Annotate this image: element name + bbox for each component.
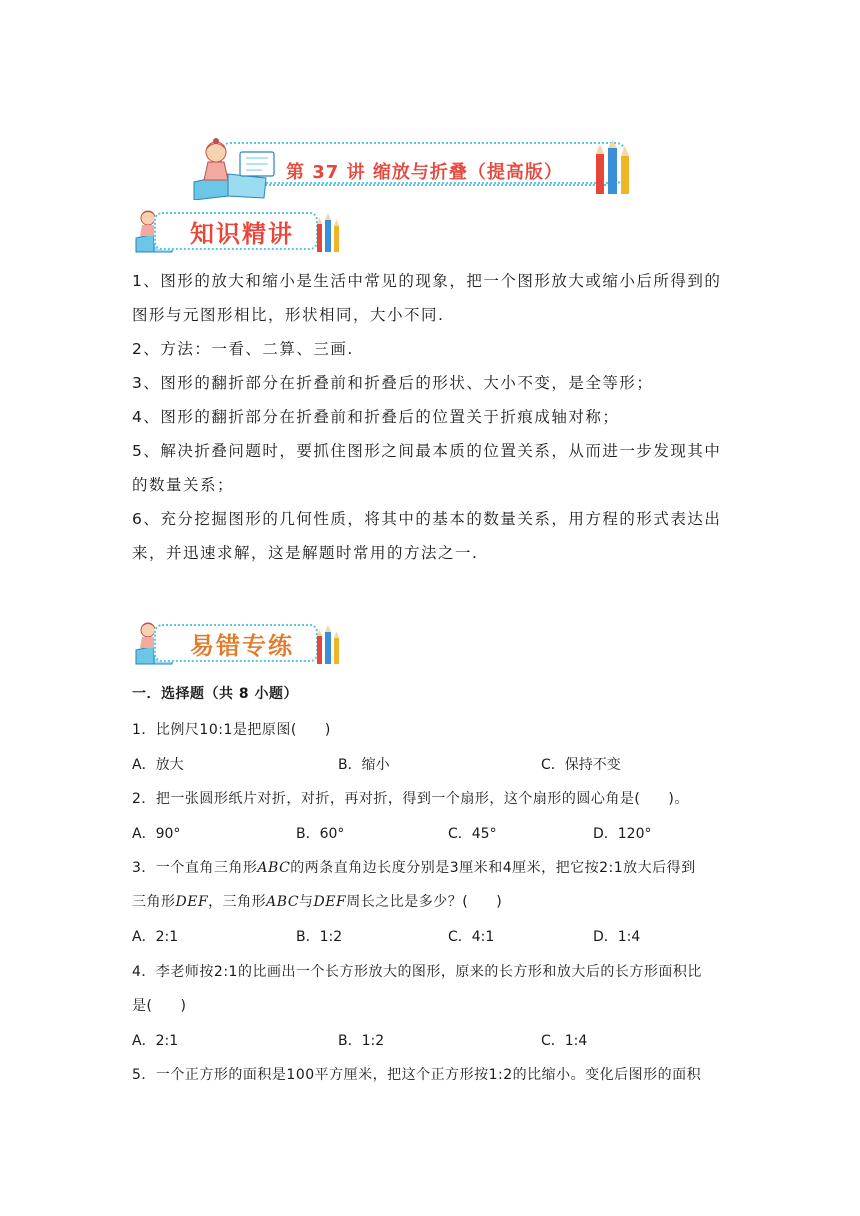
knowledge-point-5: 5、解决折叠问题时，要抓住图形之间最本质的位置关系，从而进一步发现其中的数量关系； bbox=[132, 442, 722, 494]
choice-section-heading: 一．选择题（共 8 小题） bbox=[132, 686, 298, 702]
question-4-line-1: 4．李老师按2:1的比画出一个长方形放大的图形，原来的长方形和放大后的长方形面积比 bbox=[132, 964, 702, 980]
question-stem: 1．比例尺10:1是把原图( bbox=[132, 722, 297, 738]
question-text: ，三角形 bbox=[208, 894, 267, 910]
question-variable: DEF bbox=[175, 894, 209, 910]
q4-option-c[interactable]: C．1:4 bbox=[541, 1033, 588, 1049]
pencils-icon bbox=[314, 624, 342, 666]
question-5-line-1: 5．一个正方形的面积是100平方厘米，把这个正方形按1:2的比缩小。变化后图形的面积 bbox=[132, 1067, 702, 1083]
title-banner bbox=[186, 136, 634, 200]
section-title: 易错专练 bbox=[190, 631, 294, 660]
knowledge-point-6: 6、充分挖掘图形的几何性质，将其中的基本的数量关系，用方程的形式表达出来，并迅速求解，这是解题时常用的方法之一. bbox=[132, 510, 722, 562]
question-text: 3．一个直角三角形 bbox=[132, 860, 258, 876]
question-stem-end: ) bbox=[496, 894, 503, 910]
knowledge-point-4: 4、图形的翻折部分在折叠前和折叠后的位置关于折痕成轴对称； bbox=[132, 408, 620, 426]
title-banner-underline bbox=[226, 184, 606, 186]
knowledge-point-1: 1、图形的放大和缩小是生活中常见的现象，把一个图形放大或缩小后所得到的图形与元图形相比，形状相同，大小不同. bbox=[132, 272, 722, 324]
question-variable: ABC bbox=[257, 860, 291, 876]
girl-reading-book-icon bbox=[188, 138, 280, 200]
question-variable: DEF bbox=[313, 894, 347, 910]
q1-option-b[interactable]: B．缩小 bbox=[338, 757, 390, 773]
q3-option-c[interactable]: C．4:1 bbox=[448, 929, 495, 945]
pencils-icon bbox=[590, 140, 634, 198]
question-text: 的两条直角边长度分别是3厘米和4厘米，把它按2:1放大后得到 bbox=[290, 860, 696, 876]
q1-option-a[interactable]: A．放大 bbox=[132, 757, 184, 773]
question-stem-end: )。 bbox=[668, 791, 689, 807]
q1-option-c[interactable]: C．保持不变 bbox=[541, 757, 621, 773]
q4-option-b[interactable]: B．1:2 bbox=[338, 1033, 385, 1049]
question-3-line-1 bbox=[132, 857, 696, 877]
question-text: 是( bbox=[132, 998, 153, 1014]
section-header-practice bbox=[132, 618, 342, 666]
question-text: 与 bbox=[299, 894, 314, 910]
section-header-knowledge bbox=[132, 206, 342, 254]
question-text: 三角形 bbox=[132, 894, 176, 910]
q4-option-a[interactable]: A．2:1 bbox=[132, 1033, 179, 1049]
q3-option-a[interactable]: A．2:1 bbox=[132, 929, 179, 945]
question-stem-end: ) bbox=[324, 722, 331, 738]
knowledge-point-2: 2、方法：一看、二算、三画. bbox=[132, 340, 354, 358]
question-4-line-2 bbox=[132, 995, 186, 1015]
question-stem-end: ) bbox=[180, 998, 187, 1014]
q3-option-d[interactable]: D．1:4 bbox=[593, 929, 641, 945]
knowledge-point-3: 3、图形的翻折部分在折叠前和折叠后的形状、大小不变，是全等形； bbox=[132, 374, 654, 392]
question-text: 周长之比是多少？( bbox=[346, 894, 469, 910]
q2-option-b[interactable]: B．60° bbox=[296, 826, 345, 842]
q2-option-c[interactable]: C．45° bbox=[448, 826, 497, 842]
question-stem: 2．把一张圆形纸片对折，对折，再对折，得到一个扇形，这个扇形的圆心角是( bbox=[132, 791, 641, 807]
question-variable: ABC bbox=[266, 894, 300, 910]
section-title: 知识精讲 bbox=[190, 219, 294, 248]
q2-option-a[interactable]: A．90° bbox=[132, 826, 181, 842]
q2-option-d[interactable]: D．120° bbox=[593, 826, 652, 842]
question-3-line-2 bbox=[132, 891, 502, 911]
q3-option-b[interactable]: B．1:2 bbox=[296, 929, 343, 945]
question-2 bbox=[132, 788, 689, 808]
pencils-icon bbox=[314, 212, 342, 254]
page-title: 第 37 讲 缩放与折叠（提高版） bbox=[286, 162, 563, 183]
question-1 bbox=[132, 719, 331, 739]
